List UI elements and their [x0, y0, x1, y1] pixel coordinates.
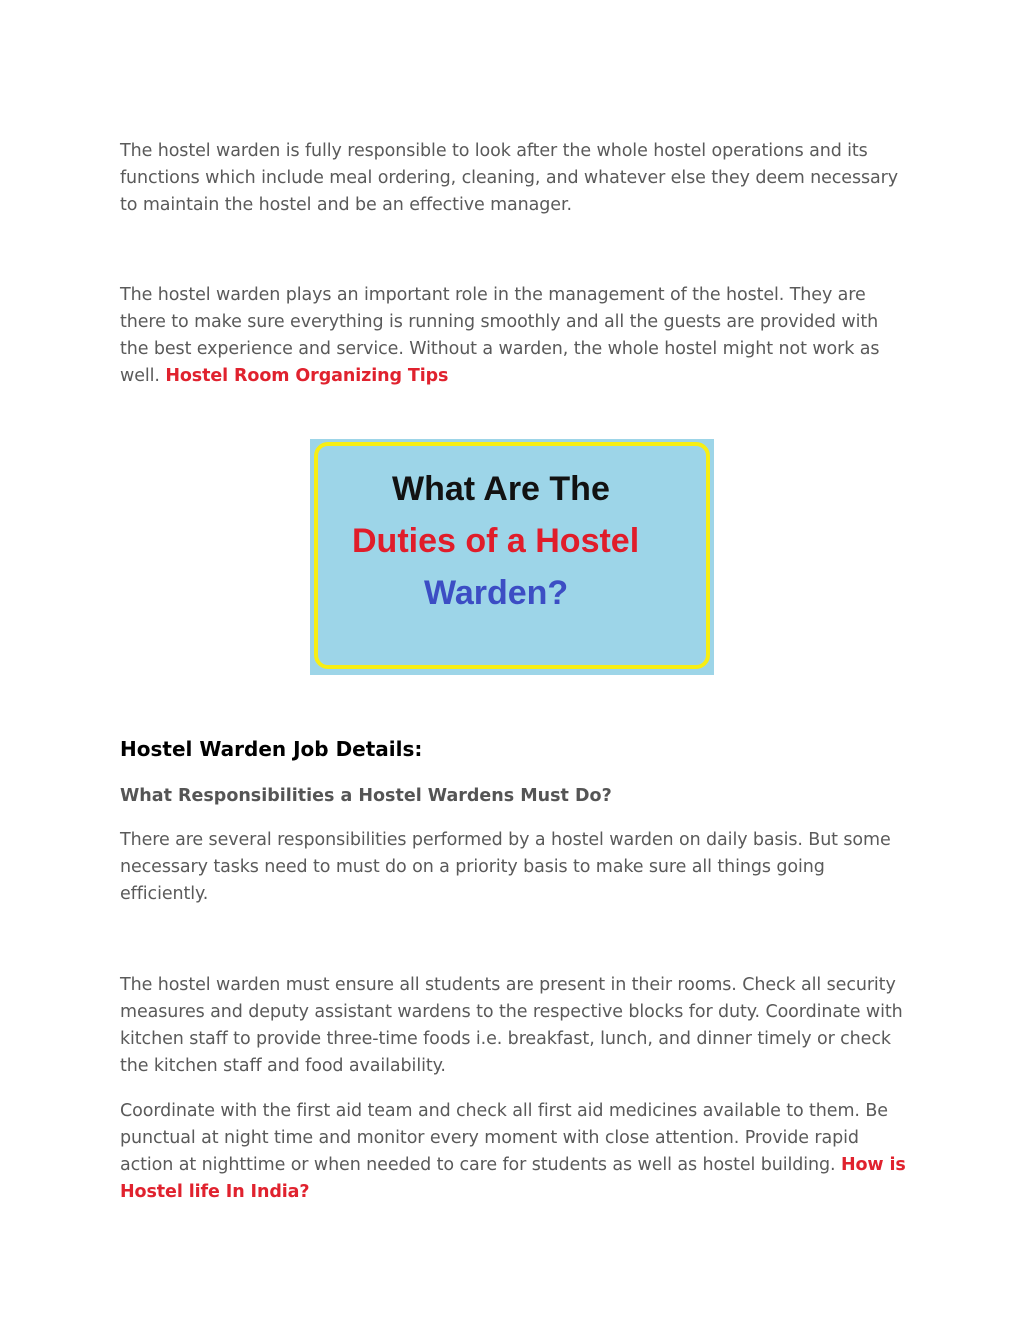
subsection-heading: What Responsibilities a Hostel Wardens Must Do? [120, 786, 612, 806]
paragraph-text: The hostel warden must ensure all students are present in their rooms. Check all security measures and deputy assistant wardens to the respective blocks for duty. Coordinate with kitchen staff to provide three-time foods i.e. breakfast, lunch, and dinner timely or check the kitchen staff and food availability. [120, 975, 903, 1076]
paragraph-warden-role [120, 282, 910, 390]
banner-frame [314, 442, 710, 669]
banner-line-1: What Are The [392, 470, 610, 508]
paragraph-warden-overview [120, 138, 910, 219]
link-hostel-room-organizing-tips[interactable]: Hostel Room Organizing Tips [165, 366, 449, 386]
paragraph-responsibilities-intro [120, 827, 910, 908]
paragraph-student-duties [120, 972, 910, 1080]
link-hostel-life-india[interactable]: How is Hostel life In India? [120, 1155, 906, 1202]
banner-line-2: Duties of a Hostel [352, 522, 640, 560]
banner-image [310, 439, 714, 675]
paragraph-text: There are several responsibilities performed by a hostel warden on daily basis. But some necessary tasks need to must do on a priority basis to make sure all things going efficiently. [120, 830, 891, 904]
paragraph-first-aid-duties [120, 1098, 910, 1206]
paragraph-text: The hostel warden plays an important role in the management of the hostel. They are there to make sure everything is running smoothly and all the guests are provided with the best experience and service. Without a warden, the whole hostel might not work as well. [120, 285, 880, 386]
section-heading: Hostel Warden Job Details: [120, 737, 423, 761]
paragraph-text: Coordinate with the first aid team and check all first aid medicines available to them. Be punctual at night time and monitor every moment with close attention. Provide rapid action at nighttime or when needed to care for students as well as hostel building. [120, 1101, 888, 1175]
paragraph-text: The hostel warden is fully responsible to look after the whole hostel operations and its functions which include meal ordering, cleaning, and whatever else they deem necessary to maintain the hostel and be an effective manager. [120, 141, 898, 215]
banner-line-3: Warden? [424, 574, 569, 612]
